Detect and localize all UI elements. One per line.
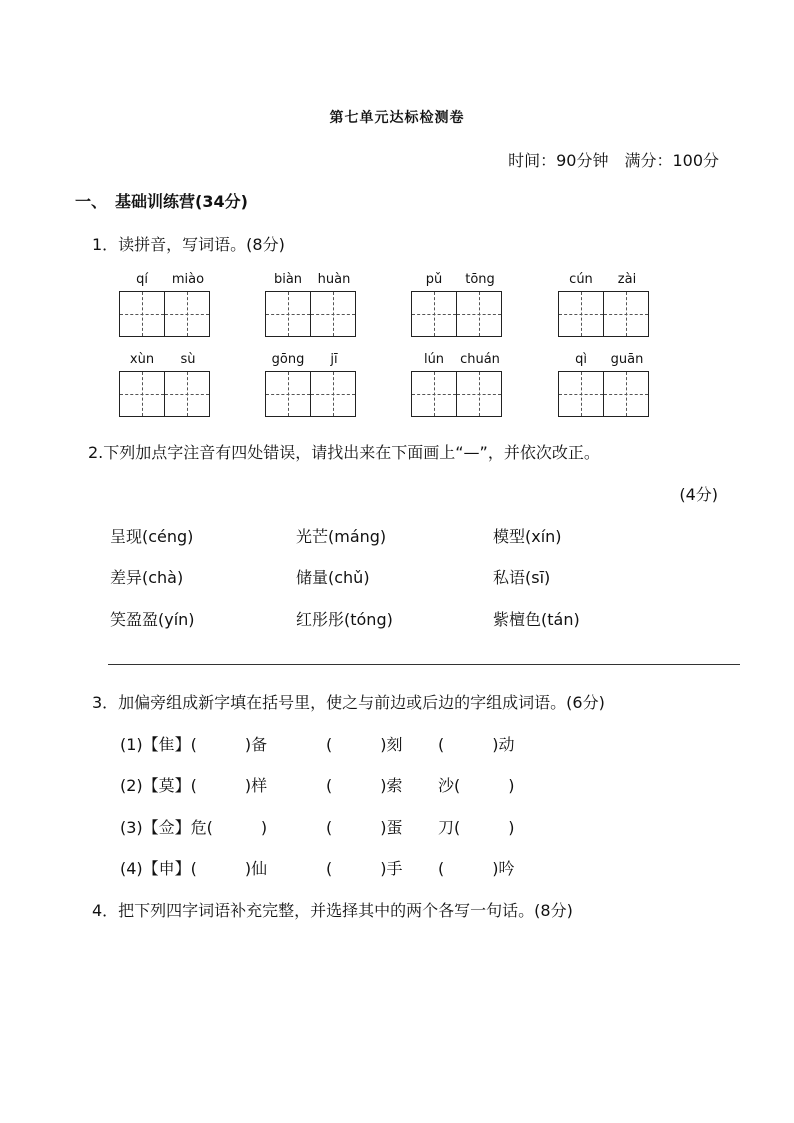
pinyin: huàn [317,272,351,287]
pinyin: guān [610,352,644,367]
radical-blank[interactable]: (1)【隹】( )备 [120,735,268,754]
word-item: 模型(xín) [493,527,562,546]
word-item: 光芒(máng) [296,527,387,546]
question-2-prompt: 2.下列加点字注音有四处错误，请找出来在下面画上“—”，并依次改正。 [88,443,600,462]
radical-blank[interactable]: ( )手 [326,859,403,878]
question-4-prompt: 4．把下列四字词语补充完整，并选择其中的两个各写一句话。(8分) [92,901,573,920]
word-item: 储量(chǔ) [296,568,370,587]
question-3-prompt: 3．加偏旁组成新字填在括号里，使之与前边或后边的字组成词语。(6分) [92,693,605,712]
pinyin: chuán [460,352,500,367]
radical-blank[interactable]: (4)【申】( )仙 [120,859,268,878]
question-2-score: (4分) [679,485,718,504]
radical-blank[interactable]: ( )索 [326,776,403,795]
pinyin: zài [617,272,637,287]
word-item: 差异(chà) [110,568,184,587]
pinyin: xùn [129,352,155,367]
writing-grid[interactable] [411,291,502,337]
radical-blank[interactable]: ( )动 [438,735,515,754]
word-item: 私语(sī) [493,568,551,587]
pinyin: gōng [271,352,305,367]
word-item: 呈现(céng) [110,527,194,546]
radical-blank[interactable]: ( )刻 [326,735,403,754]
writing-grid[interactable] [119,291,210,337]
word-item: 红彤彤(tóng) [296,610,393,629]
pinyin: cún [569,272,593,287]
answer-line[interactable] [108,664,740,665]
pinyin: qì [575,352,587,367]
radical-blank[interactable]: 沙( ) [438,776,515,795]
writing-grid[interactable] [558,371,649,417]
pinyin: qí [136,272,148,287]
pinyin: jī [330,352,338,367]
pinyin: lún [423,352,445,367]
pinyin: biàn [273,272,303,287]
writing-grid[interactable] [119,371,210,417]
exam-meta: 时间：90分钟 满分：100分 [508,151,719,170]
radical-blank[interactable]: ( )吟 [438,859,515,878]
radical-row [120,815,515,838]
radical-row [120,773,515,796]
section-heading: 一、 基础训练营(34分) [75,192,248,211]
word-item: 笑盈盈(yín) [110,610,195,629]
radical-row [120,732,515,755]
pinyin: sù [180,352,196,367]
radical-blank[interactable]: ( )蛋 [326,818,403,837]
word-item: 紫檀色(tán) [493,610,580,629]
pinyin: miào [171,272,205,287]
question-1-prompt: 1．读拼音，写词语。(8分) [92,235,285,254]
radical-row [120,856,515,879]
page-title: 第七单元达标检测卷 [329,110,465,126]
radical-blank[interactable]: 刀( ) [438,818,515,837]
pinyin: tōng [465,272,495,287]
writing-grid[interactable] [265,291,356,337]
radical-blank[interactable]: (2)【莫】( )样 [120,776,268,795]
writing-grid[interactable] [558,291,649,337]
writing-grid[interactable] [411,371,502,417]
pinyin: pǔ [425,272,443,287]
radical-blank[interactable]: (3)【佥】危( ) [120,818,268,837]
writing-grid[interactable] [265,371,356,417]
